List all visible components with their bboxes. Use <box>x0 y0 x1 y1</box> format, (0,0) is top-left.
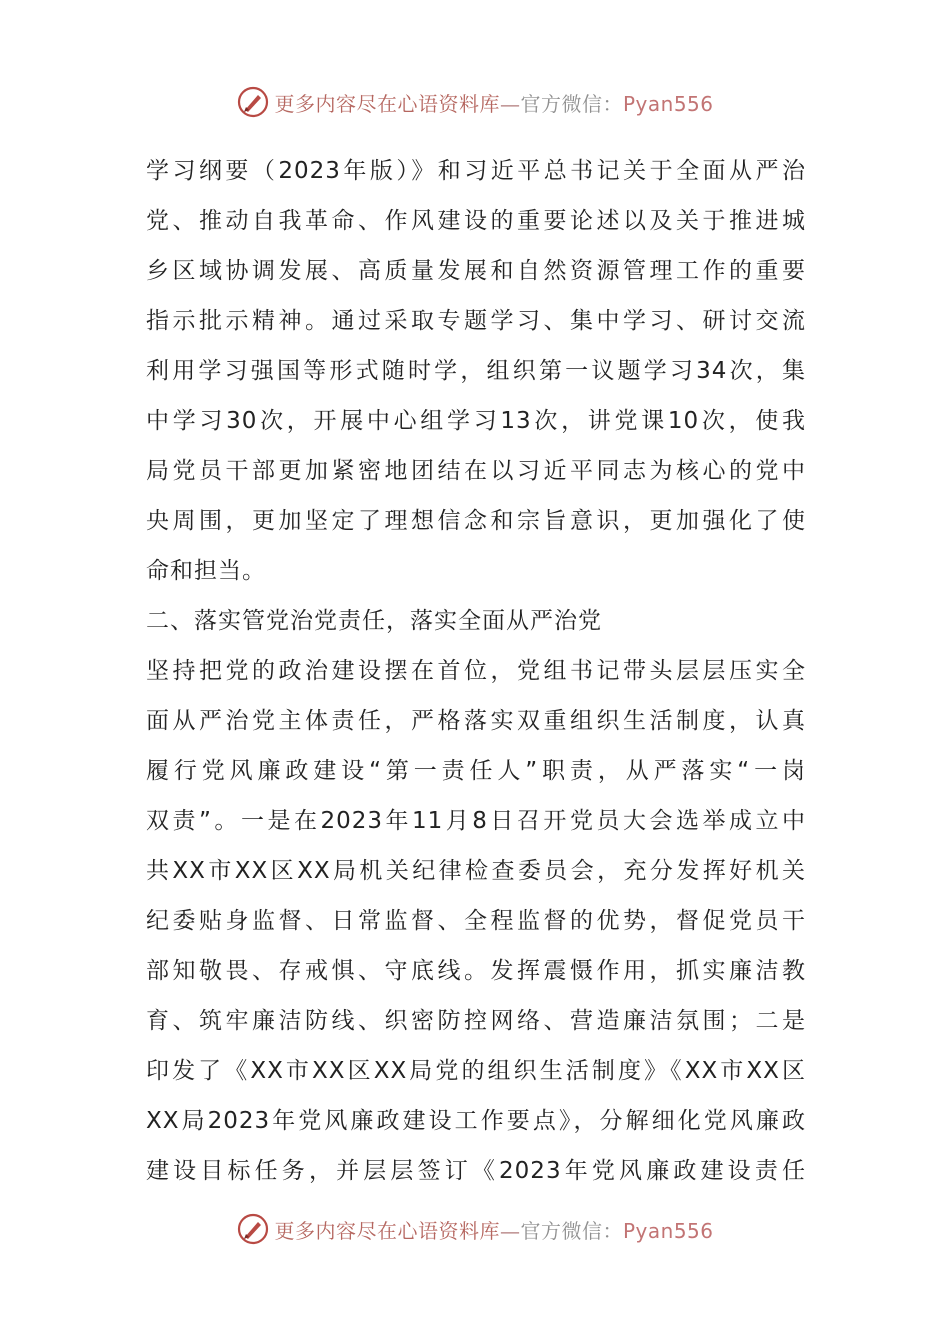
text-line: 乡区域协调发展、高质量发展和自然资源管理工作的重要 <box>146 258 806 284</box>
banner-text <box>274 1215 713 1244</box>
banner-account: Pyan556 <box>622 91 714 116</box>
text-line: 党、推动自我革命、作风建设的重要论述以及关于推进城 <box>146 208 806 234</box>
document-body <box>146 146 806 1196</box>
text-line: 纪委贴身监督、日常监督、全程监督的优势，督促党员干 <box>146 908 806 934</box>
banner-dash: — <box>499 91 521 116</box>
banner-site-name: 更多内容尽在心语资料库 <box>274 1218 500 1243</box>
text-line: 面从严治党主体责任，严格落实双重组织生活制度，认真 <box>146 708 806 734</box>
text-line: 印发了《XX市XX区XX局党的组织生活制度》《XX市XX区 <box>146 1058 806 1084</box>
banner-site-name: 更多内容尽在心语资料库 <box>274 91 500 116</box>
text-line: 坚持把党的政治建设摆在首位，党组书记带头层层压实全 <box>146 658 806 684</box>
text-line: 指示批示精神。通过采取专题学习、集中学习、研讨交流 <box>146 308 806 334</box>
text-line: 学习纲要（2023年版）》和习近平总书记关于全面从严治 <box>146 158 806 184</box>
text-line: 部知敬畏、存戒惧、守底线。发挥震慑作用，抓实廉洁教 <box>146 958 806 984</box>
text-line: XX局2023年党风廉政建设工作要点》，分解细化党风廉政 <box>146 1108 806 1134</box>
text-line: 双责”。一是在2023年11月8日召开党员大会选举成立中 <box>146 808 806 834</box>
banner-wechat-label: 官方微信： <box>520 1218 623 1243</box>
pen-logo-icon <box>236 1212 270 1246</box>
text-line: 育、筑牢廉洁防线、织密防控网络、营造廉洁氛围；二是 <box>146 1008 806 1034</box>
banner-text <box>274 88 713 117</box>
text-line: 建设目标任务，并层层签订《2023年党风廉政建设责任 <box>146 1158 806 1184</box>
footer-watermark-banner <box>0 1209 950 1249</box>
text-line: 央周围，更加坚定了理想信念和宗旨意识，更加强化了使 <box>146 508 806 534</box>
banner-wechat-label: 官方微信： <box>520 91 623 116</box>
text-line: 履行党风廉政建设“第一责任人”职责，从严落实“一岗 <box>146 758 806 784</box>
text-line: 命和担当。 <box>146 558 266 584</box>
banner-account: Pyan556 <box>622 1218 714 1243</box>
text-line: 共XX市XX区XX局机关纪律检查委员会，充分发挥好机关 <box>146 858 806 884</box>
text-line: 利用学习强国等形式随时学，组织第一议题学习34次，集 <box>146 358 806 384</box>
banner-dash: — <box>499 1218 521 1243</box>
section-heading: 二、落实管党治党责任，落实全面从严治党 <box>146 608 602 634</box>
header-watermark-banner <box>0 82 950 122</box>
pen-logo-icon <box>236 85 270 119</box>
text-line: 中学习30次，开展中心组学习13次，讲党课10次，使我 <box>146 408 806 434</box>
text-line: 局党员干部更加紧密地团结在以习近平同志为核心的党中 <box>146 458 806 484</box>
